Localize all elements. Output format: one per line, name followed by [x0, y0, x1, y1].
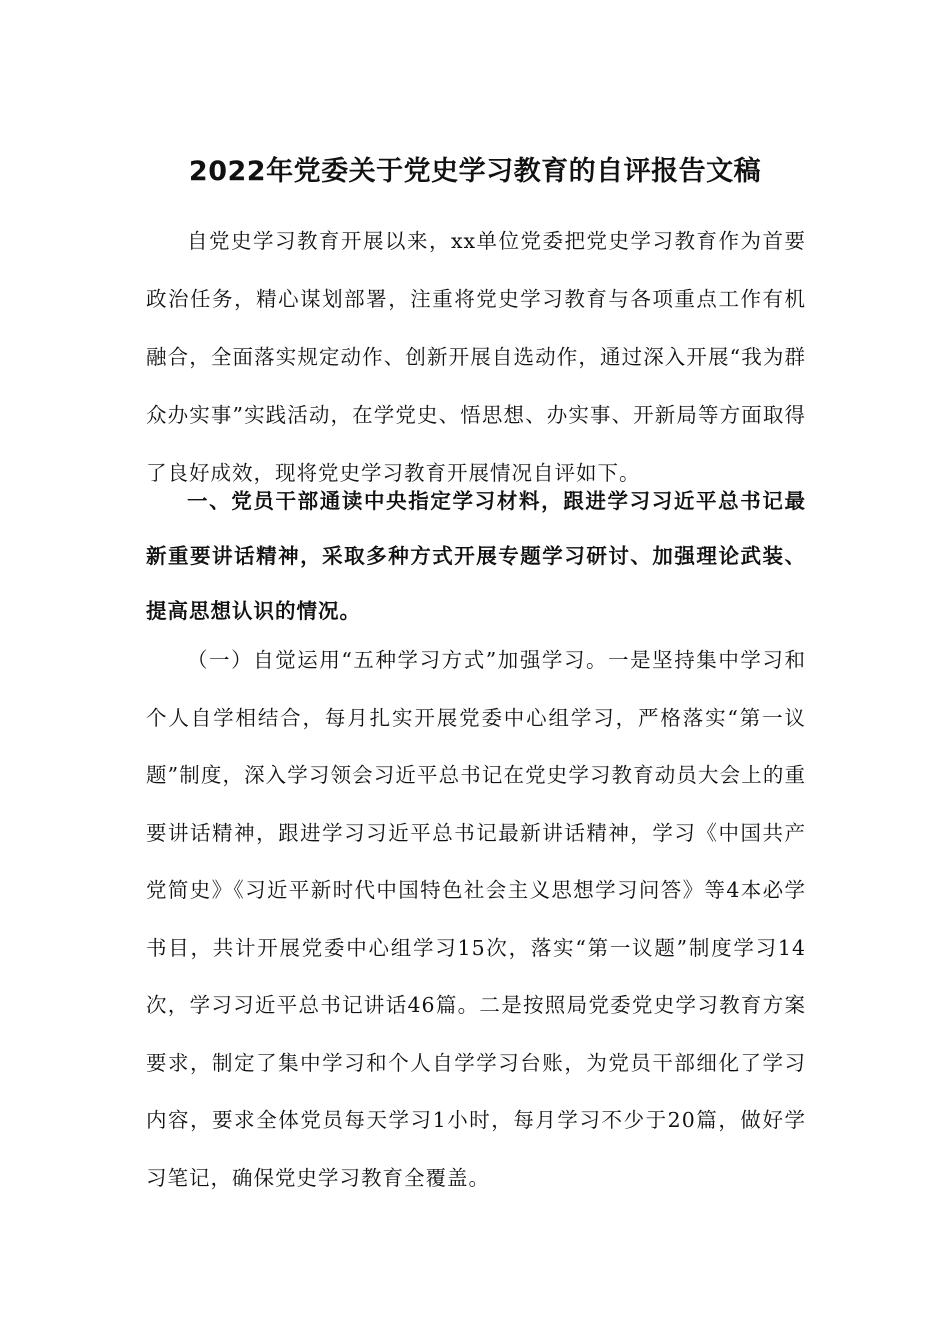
intro-paragraph: 自党史学习教育开展以来，xx单位党委把党史学习教育作为首要政治任务，精心谋划部署，注重将党史学习教育与各项重点工作有机融合，全面落实规定动作、创新开展自选动作，通过深入开展“我为群众办实事”实践活动，在学党史、悟思想、办实事、开新局等方面取得了良好成效，现将党史学习教育开展情况自评如下。 — [146, 229, 806, 485]
section-heading: 一、党员干部通读中央指定学习材料，跟进学习习近平总书记最新重要讲话精神，采取多种方式开展专题学习研讨、加强理论武装、提高思想认识的情况。 — [146, 489, 806, 623]
document-title: 2022年党委关于党史学习教育的自评报告文稿 — [188, 156, 762, 187]
section-body-paragraph: （一）自觉运用“五种学习方式”加强学习。一是坚持集中学习和个人自学相结合，每月扎实开展党委中心组学习，严格落实“第一议题”制度，深入学习领会习近平总书记在党史学习教育动员大会上的重要讲话精神，跟进学习习近平总书记最新讲话精神，学习《中国共产党简史》《习近平新时代中国特色社会主义思想学习问答》等4本必学书目，共计开展党委中心组学习15次，落实“第一议题”制度学习14次，学习习近平总书记讲话46篇。二是按照局党委党史学习教育方案要求，制定了集中学习和个人自学学习台账，为党员干部细化了学习内容，要求全体党员每天学习1小时，每月学习不少于20篇，做好学习笔记，确保党史学习教育全覆盖。 — [146, 648, 806, 1190]
